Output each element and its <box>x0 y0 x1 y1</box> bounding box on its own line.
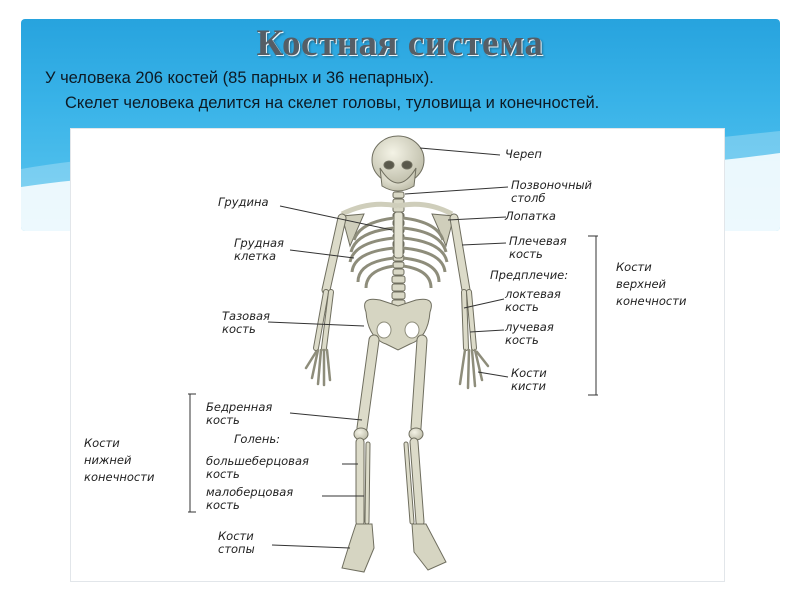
intro-line-skeleton-division: Скелет человека делится на скелет головы, туловища и конечностей. <box>65 94 600 112</box>
label-lower-limb-group-2: нижней <box>84 453 132 467</box>
label-fibula-2: кость <box>206 498 240 512</box>
label-skull: Череп <box>505 147 542 161</box>
label-tibia-2: кость <box>206 467 240 481</box>
label-femur-1: Бедренная <box>206 400 273 414</box>
label-spine-1: Позвоночный <box>511 178 593 192</box>
label-upper-limb-group-3: конечности <box>616 294 687 308</box>
label-ulna-2: кость <box>505 300 539 314</box>
label-foot-1: Кости <box>218 529 254 543</box>
slide-title: Костная система <box>256 23 544 64</box>
label-fibula-1: малоберцовая <box>206 485 294 499</box>
label-humerus-2: кость <box>509 247 543 261</box>
label-tibia-1: большеберцовая <box>206 454 309 468</box>
label-forearm: Предплечие: <box>490 268 569 282</box>
label-radius-1: лучевая <box>505 320 554 334</box>
label-hand-1: Кости <box>511 366 547 380</box>
label-ribcage-2: клетка <box>234 249 277 263</box>
label-pelvis-2: кость <box>222 322 256 336</box>
label-radius-2: кость <box>505 333 539 347</box>
skeleton-illustration <box>306 136 488 572</box>
label-foot-2: стопы <box>218 542 255 556</box>
label-pelvis-1: Тазовая <box>222 309 270 323</box>
label-hand-2: кисти <box>511 379 546 393</box>
bone-labels <box>84 147 687 556</box>
intro-line-bone-count: У человека 206 костей (85 парных и 36 непарных). <box>45 69 434 87</box>
label-shin: Голень: <box>234 432 281 446</box>
label-upper-limb-group-1: Кости <box>616 260 652 274</box>
label-upper-limb-group-2: верхней <box>616 277 667 291</box>
label-scapula: Лопатка <box>505 209 556 223</box>
label-lower-limb-group-1: Кости <box>84 436 120 450</box>
label-lower-limb-group-3: конечности <box>84 470 155 484</box>
label-sternum: Грудина <box>218 195 269 209</box>
label-humerus-1: Плечевая <box>509 234 567 248</box>
label-ribcage-1: Грудная <box>234 236 284 250</box>
label-spine-2: столб <box>511 191 546 205</box>
label-ulna-1: локтевая <box>505 287 561 301</box>
label-femur-2: кость <box>206 413 240 427</box>
